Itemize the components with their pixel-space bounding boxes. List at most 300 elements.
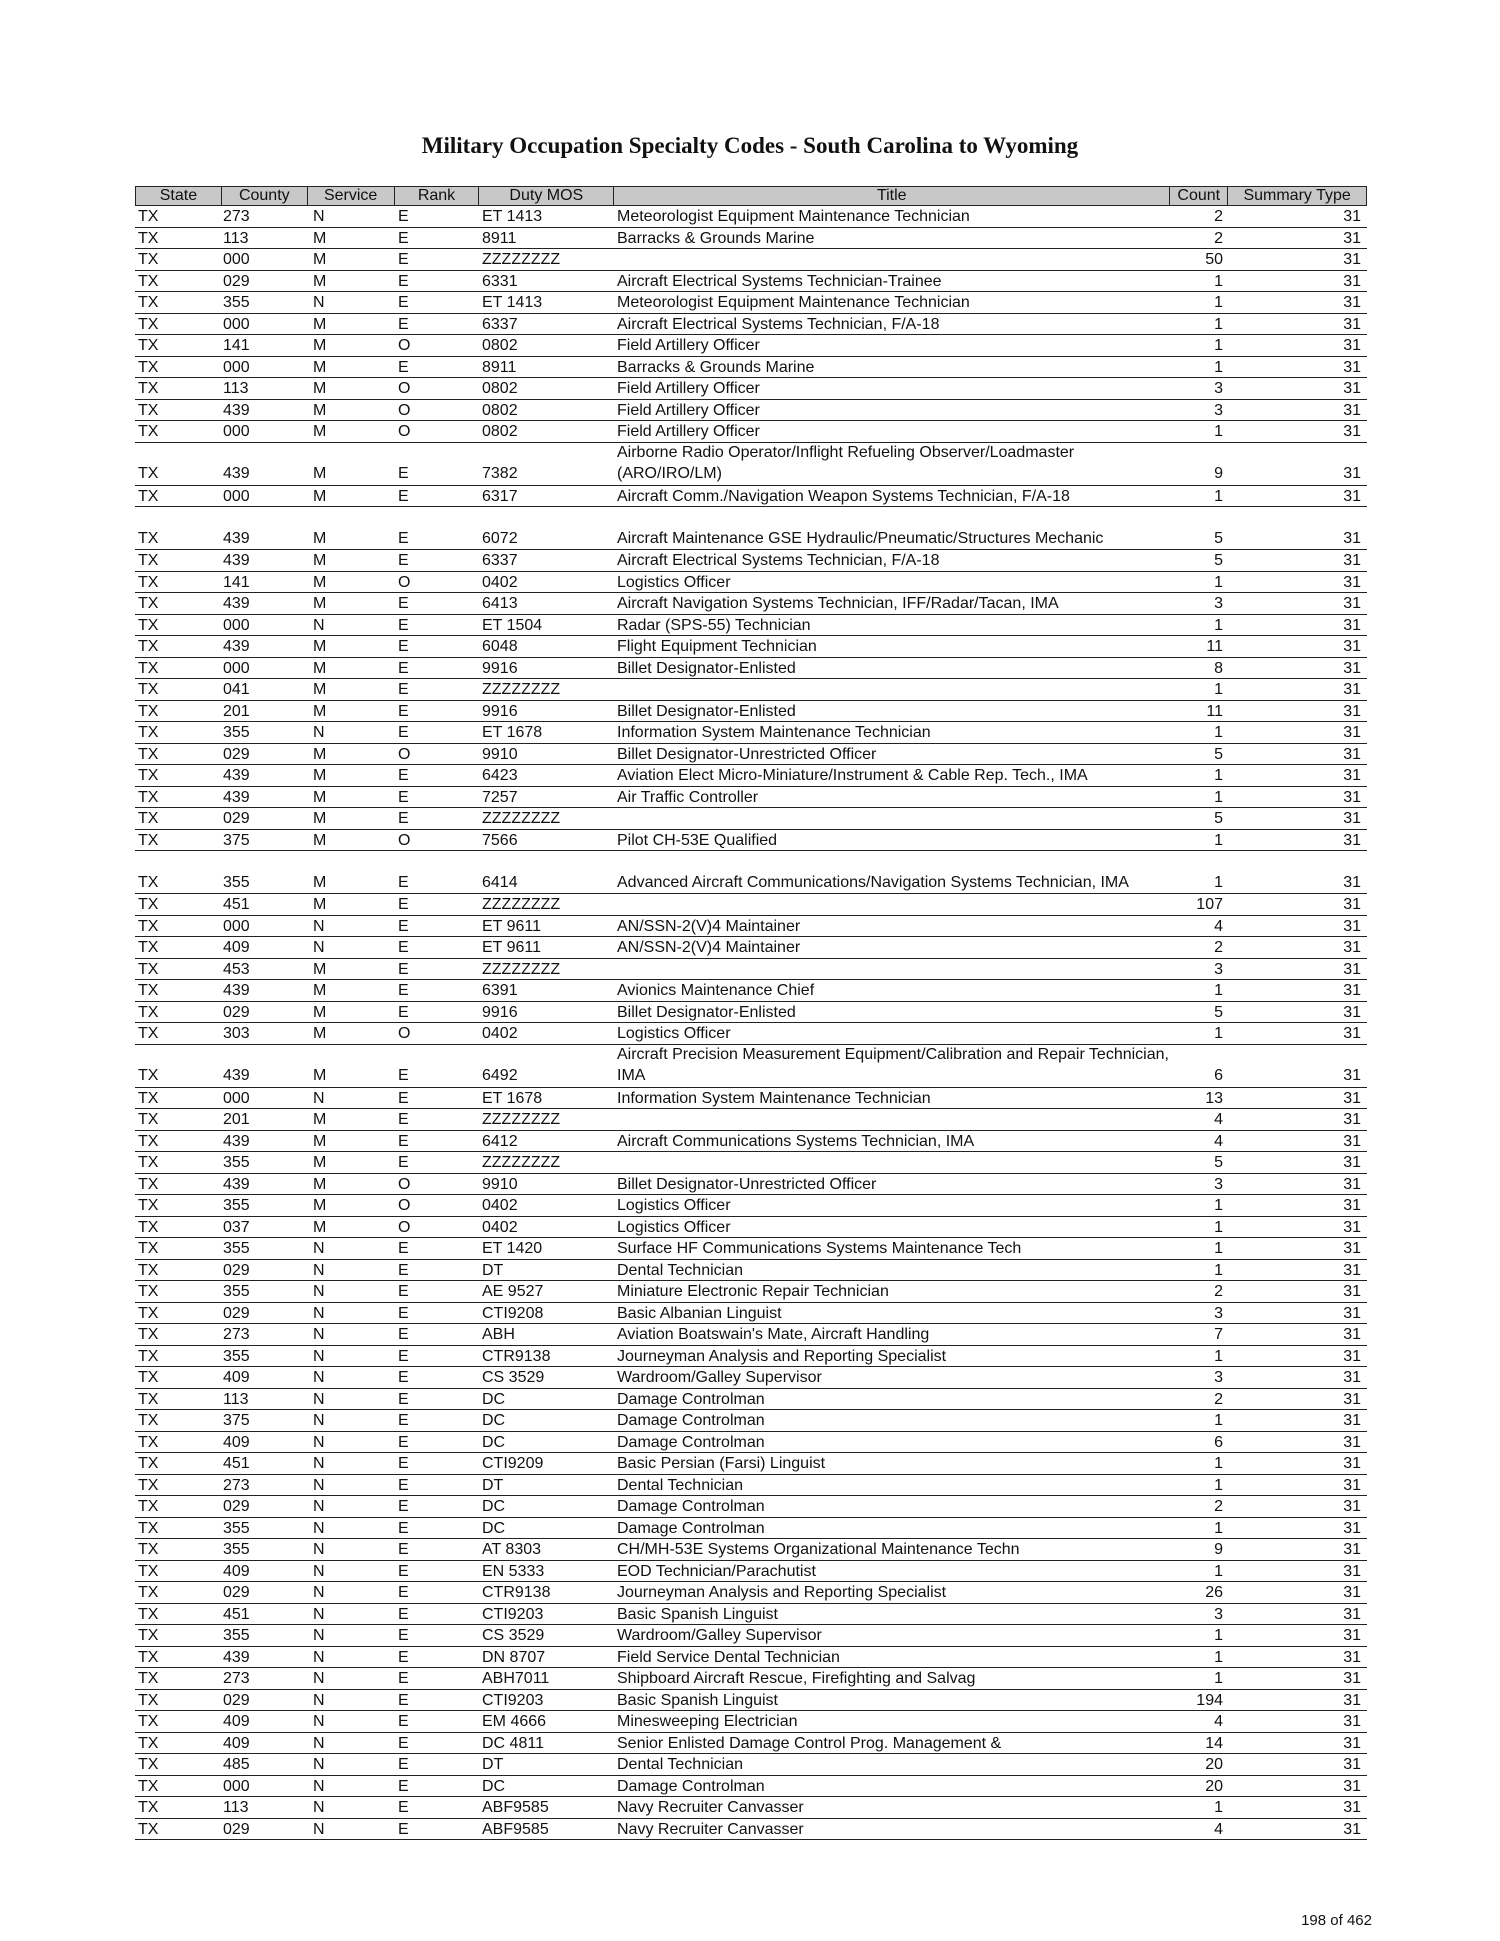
- cell-count: 1: [1214, 1519, 1223, 1537]
- cell-state: TX: [138, 1541, 159, 1558]
- cell-state: TX: [138, 960, 159, 978]
- cell-county: 375: [223, 1412, 250, 1429]
- cell-state: TX: [138, 638, 159, 655]
- cell-summary-type: 31: [1343, 1584, 1361, 1601]
- table-row: [135, 1131, 1367, 1153]
- cell-county: 141: [223, 337, 250, 354]
- cell-rank: E: [398, 1777, 409, 1795]
- cell-count: 3: [1214, 401, 1223, 419]
- cell-duty-mos: 8911: [482, 358, 517, 376]
- cell-rank: E: [398, 1584, 409, 1601]
- cell-duty-mos: DC: [482, 1777, 506, 1795]
- cell-service: N: [313, 1799, 325, 1816]
- cell-title: Field Service Dental Technician: [617, 1648, 840, 1666]
- cell-service: N: [313, 1326, 325, 1343]
- cell-county: 439: [223, 595, 250, 612]
- cell-county: 000: [223, 315, 250, 333]
- cell-duty-mos: ZZZZZZZZ: [482, 896, 561, 913]
- cell-title: Advanced Aircraft Communications/Navigation Systems Technician, IMA: [617, 873, 1129, 891]
- cell-county: 451: [223, 1605, 250, 1623]
- cell-duty-mos: CTI9203: [482, 1605, 544, 1623]
- cell-duty-mos: ABF9585: [482, 1820, 549, 1838]
- cell-count: 50: [1205, 251, 1223, 268]
- table-row: [135, 486, 1367, 508]
- cell-count: 1: [1214, 1218, 1223, 1236]
- cell-title: [614, 808, 1171, 829]
- cell-rank: E: [398, 1003, 409, 1021]
- cell-count: 1: [1214, 1455, 1223, 1472]
- cell-duty-mos: 0802: [482, 401, 518, 419]
- cell-county: 409: [223, 1369, 250, 1386]
- cell-summary-type: 31: [1343, 873, 1361, 891]
- cell-rank: E: [398, 1799, 409, 1816]
- cell-duty-mos: EN 5333: [482, 1562, 545, 1580]
- cell-county: 409: [223, 1734, 250, 1752]
- table-row: [135, 1733, 1367, 1755]
- cell-title: Radar (SPS-55) Technician: [617, 616, 811, 634]
- cell-state: TX: [138, 1089, 159, 1107]
- cell-duty-mos: CTR9138: [482, 1347, 551, 1365]
- cell-rank: E: [398, 681, 409, 698]
- cell-rank: E: [398, 552, 409, 569]
- cell-summary-type: 31: [1343, 1562, 1361, 1580]
- header-state: State: [136, 187, 222, 205]
- cell-title: Surface HF Communications Systems Maintenance Tech: [617, 1240, 1022, 1257]
- cell-county: 409: [223, 1433, 250, 1451]
- cell-rank: E: [398, 1627, 409, 1644]
- cell-county: 000: [223, 1089, 250, 1107]
- cell-count: 4: [1214, 1713, 1223, 1730]
- table-row: [135, 357, 1367, 379]
- cell-rank: E: [398, 1455, 409, 1472]
- cell-summary-type: 31: [1343, 1197, 1361, 1214]
- cell-title: Damage Controlman: [617, 1498, 765, 1515]
- cell-service: M: [313, 380, 327, 397]
- cell-title: Aviation Elect Micro-Miniature/Instrument & Cable Rep. Tech., IMA: [617, 767, 1088, 784]
- cell-county: 029: [223, 272, 250, 290]
- cell-service: M: [313, 1067, 327, 1084]
- cell-county: 439: [223, 788, 250, 806]
- cell-count: 4: [1214, 1132, 1223, 1150]
- table-row: [135, 1152, 1367, 1174]
- cell-county: 303: [223, 1025, 250, 1042]
- cell-title: [614, 959, 1171, 980]
- cell-summary-type: 31: [1343, 272, 1361, 290]
- cell-duty-mos: ABF9585: [482, 1799, 549, 1816]
- cell-count: 1: [1214, 1562, 1223, 1580]
- cell-title: CH/MH-53E Systems Organizational Maintenance Techn: [617, 1541, 1020, 1558]
- cell-state: TX: [138, 1498, 159, 1515]
- cell-summary-type: 31: [1343, 1347, 1361, 1365]
- cell-state: TX: [138, 1648, 159, 1666]
- cell-title: [614, 249, 1171, 270]
- cell-rank: E: [398, 1734, 409, 1752]
- table-row: [135, 1711, 1367, 1733]
- table-row: [135, 1582, 1367, 1604]
- cell-state: TX: [138, 552, 159, 569]
- cell-summary-type: 31: [1343, 1154, 1361, 1171]
- cell-duty-mos: ET 1678: [482, 724, 543, 741]
- cell-title: Shipboard Aircraft Rescue, Firefighting and Salvag: [617, 1670, 976, 1687]
- cell-rank: E: [398, 208, 409, 225]
- cell-duty-mos: CTI9203: [482, 1691, 544, 1709]
- cell-duty-mos: 6414: [482, 873, 518, 891]
- cell-county: 439: [223, 982, 250, 999]
- cell-service: M: [313, 552, 327, 569]
- cell-rank: E: [398, 1154, 409, 1171]
- cell-title: Wardroom/Galley Supervisor: [617, 1369, 822, 1386]
- cell-duty-mos: 0402: [482, 573, 518, 591]
- header-county: County: [222, 187, 308, 205]
- cell-title: Miniature Electronic Repair Technician: [617, 1283, 889, 1300]
- cell-rank: O: [398, 1197, 411, 1214]
- cell-summary-type: 31: [1343, 380, 1361, 397]
- cell-duty-mos: 6413: [482, 595, 518, 612]
- cell-county: 409: [223, 1713, 250, 1730]
- cell-state: TX: [138, 939, 159, 956]
- cell-state: TX: [138, 681, 159, 698]
- cell-service: N: [313, 1584, 325, 1601]
- cell-count: 1: [1214, 1261, 1223, 1279]
- table-row: [135, 1518, 1367, 1540]
- cell-county: 439: [223, 767, 250, 784]
- cell-service: N: [313, 1476, 325, 1494]
- table-row: [135, 1002, 1367, 1024]
- cell-duty-mos: 7382: [482, 465, 518, 482]
- cell-county: 037: [223, 1218, 250, 1236]
- cell-count: 2: [1214, 1390, 1223, 1408]
- cell-title: Barracks & Grounds Marine: [617, 358, 815, 376]
- table-row: [135, 378, 1367, 400]
- cell-rank: O: [398, 573, 411, 591]
- cell-state: TX: [138, 616, 159, 634]
- table-row: [135, 249, 1367, 271]
- cell-title: Basic Spanish Linguist: [617, 1691, 778, 1709]
- cell-count: 1: [1214, 873, 1223, 891]
- table-row: [135, 1604, 1367, 1626]
- cell-state: TX: [138, 487, 159, 505]
- cell-county: 029: [223, 1820, 250, 1838]
- cell-county: 000: [223, 917, 250, 935]
- cell-duty-mos: ZZZZZZZZ: [482, 810, 561, 827]
- cell-title: AN/SSN-2(V)4 Maintainer: [617, 917, 801, 935]
- cell-state: TX: [138, 767, 159, 784]
- table-row: [135, 1410, 1367, 1432]
- cell-count: 5: [1214, 810, 1223, 827]
- cell-summary-type: 31: [1343, 573, 1361, 591]
- cell-title: Billet Designator-Enlisted: [617, 702, 796, 720]
- cell-service: N: [313, 1433, 325, 1451]
- cell-county: 000: [223, 1777, 250, 1795]
- cell-summary-type: 31: [1343, 487, 1361, 505]
- cell-rank: E: [398, 358, 409, 376]
- cell-duty-mos: ET 1678: [482, 1089, 543, 1107]
- cell-title: Airborne Radio Operator/Inflight Refueling Observer/Loadmaster (ARO/IRO/LM): [617, 443, 1075, 482]
- cell-service: M: [313, 788, 327, 806]
- cell-rank: E: [398, 1326, 409, 1343]
- cell-summary-type: 31: [1343, 896, 1361, 913]
- cell-county: 113: [223, 380, 249, 397]
- cell-title: EOD Technician/Parachutist: [617, 1562, 816, 1580]
- cell-summary-type: 31: [1343, 724, 1361, 741]
- cell-duty-mos: DC: [482, 1390, 506, 1408]
- cell-rank: E: [398, 465, 409, 482]
- cell-duty-mos: 9916: [482, 1003, 518, 1021]
- cell-service: N: [313, 1455, 325, 1472]
- table-row: [135, 701, 1367, 723]
- cell-summary-type: 31: [1343, 831, 1361, 849]
- cell-title: Basic Spanish Linguist: [617, 1605, 778, 1623]
- cell-summary-type: 31: [1343, 315, 1361, 333]
- cell-service: M: [313, 1025, 327, 1042]
- cell-state: TX: [138, 1455, 159, 1472]
- cell-summary-type: 31: [1343, 1713, 1361, 1730]
- cell-county: 000: [223, 423, 250, 440]
- cell-state: TX: [138, 423, 159, 440]
- cell-summary-type: 31: [1343, 1369, 1361, 1386]
- cell-summary-type: 31: [1343, 767, 1361, 784]
- cell-duty-mos: CTR9138: [482, 1584, 551, 1601]
- cell-rank: E: [398, 1240, 409, 1257]
- cell-count: 1: [1214, 1627, 1223, 1644]
- cell-count: 20: [1205, 1756, 1223, 1773]
- cell-service: N: [313, 1541, 325, 1558]
- cell-state: TX: [138, 724, 159, 741]
- cell-service: N: [313, 1261, 325, 1279]
- cell-duty-mos: ZZZZZZZZ: [482, 681, 561, 698]
- cell-rank: O: [398, 380, 411, 397]
- cell-summary-type: 31: [1343, 401, 1361, 419]
- cell-county: 453: [223, 960, 250, 978]
- table-row: [135, 572, 1367, 594]
- cell-county: 000: [223, 616, 250, 634]
- cell-service: N: [313, 208, 325, 225]
- cell-county: 000: [223, 358, 250, 376]
- cell-summary-type: 31: [1343, 788, 1361, 806]
- cell-duty-mos: 6072: [482, 529, 518, 547]
- cell-title: Damage Controlman: [617, 1777, 765, 1795]
- header-title: Title: [614, 187, 1170, 205]
- cell-count: 26: [1205, 1584, 1223, 1601]
- cell-title: Field Artillery Officer: [617, 423, 760, 440]
- cell-county: 439: [223, 401, 250, 419]
- cell-count: 4: [1214, 917, 1223, 935]
- cell-count: 11: [1206, 702, 1223, 720]
- cell-summary-type: 31: [1343, 1670, 1361, 1687]
- cell-county: 201: [223, 702, 250, 720]
- cell-rank: O: [398, 401, 411, 419]
- cell-state: TX: [138, 1777, 159, 1795]
- cell-service: N: [313, 1648, 325, 1666]
- cell-duty-mos: ZZZZZZZZ: [482, 251, 561, 268]
- cell-summary-type: 31: [1343, 1777, 1361, 1795]
- cell-county: 409: [223, 939, 250, 956]
- cell-count: 3: [1214, 1369, 1223, 1386]
- cell-count: 1: [1214, 1240, 1223, 1257]
- cell-summary-type: 31: [1343, 1691, 1361, 1709]
- cell-county: 439: [223, 638, 250, 655]
- cell-service: M: [313, 702, 327, 720]
- cell-rank: E: [398, 1648, 409, 1666]
- cell-state: TX: [138, 1519, 159, 1537]
- cell-count: 11: [1206, 638, 1223, 655]
- cell-county: 141: [223, 573, 250, 591]
- cell-count: 1: [1214, 358, 1223, 376]
- cell-county: 439: [223, 529, 250, 547]
- cell-count: 1: [1214, 315, 1223, 333]
- cell-state: TX: [138, 1347, 159, 1365]
- cell-service: N: [313, 1498, 325, 1515]
- cell-state: TX: [138, 358, 159, 376]
- cell-count: 2: [1214, 1283, 1223, 1300]
- table-row: [135, 421, 1367, 443]
- cell-county: 029: [223, 1304, 250, 1322]
- cell-duty-mos: DC: [482, 1433, 506, 1451]
- cell-state: TX: [138, 1433, 159, 1451]
- table-row: [135, 271, 1367, 293]
- cell-state: TX: [138, 1390, 159, 1408]
- cell-summary-type: 31: [1343, 1390, 1361, 1408]
- cell-summary-type: 31: [1343, 616, 1361, 634]
- cell-title: Pilot CH-53E Qualified: [617, 831, 778, 849]
- cell-summary-type: 31: [1343, 982, 1361, 999]
- cell-duty-mos: 0402: [482, 1025, 518, 1042]
- cell-count: 2: [1214, 1498, 1223, 1515]
- cell-rank: E: [398, 1476, 409, 1494]
- cell-state: TX: [138, 1304, 159, 1322]
- cell-title: Billet Designator-Enlisted: [617, 659, 796, 677]
- cell-state: TX: [138, 982, 159, 999]
- cell-title: [614, 679, 1171, 700]
- cell-summary-type: 31: [1343, 659, 1361, 677]
- table-row: [135, 1088, 1367, 1110]
- cell-count: 3: [1214, 595, 1223, 612]
- cell-title: Dental Technician: [617, 1476, 744, 1494]
- cell-state: TX: [138, 595, 159, 612]
- cell-count: 1: [1214, 831, 1223, 849]
- cell-county: 000: [223, 251, 250, 268]
- cell-county: 273: [223, 1476, 250, 1494]
- table-row: [135, 1174, 1367, 1196]
- cell-count: 1: [1214, 724, 1223, 741]
- cell-summary-type: 31: [1343, 1519, 1361, 1537]
- cell-county: 029: [223, 1691, 250, 1709]
- cell-state: TX: [138, 1369, 159, 1386]
- table-row: [135, 292, 1367, 314]
- cell-summary-type: 31: [1343, 702, 1361, 720]
- cell-state: TX: [138, 1025, 159, 1042]
- cell-title: Aircraft Communications Systems Technician, IMA: [617, 1132, 975, 1150]
- cell-state: TX: [138, 465, 159, 482]
- cell-service: M: [313, 1132, 327, 1150]
- cell-state: TX: [138, 659, 159, 677]
- cell-state: TX: [138, 294, 159, 311]
- cell-county: 439: [223, 1067, 250, 1084]
- cell-rank: E: [398, 487, 409, 505]
- cell-state: TX: [138, 1154, 159, 1171]
- cell-summary-type: 31: [1343, 1218, 1361, 1236]
- cell-summary-type: 31: [1343, 1412, 1361, 1429]
- cell-summary-type: 31: [1343, 745, 1361, 763]
- header-rank: Rank: [395, 187, 480, 205]
- cell-title: Senior Enlisted Damage Control Prog. Management &: [617, 1734, 1002, 1752]
- cell-summary-type: 31: [1343, 1175, 1361, 1193]
- cell-rank: O: [398, 1025, 411, 1042]
- cell-service: N: [313, 1390, 325, 1408]
- cell-title: Barracks & Grounds Marine: [617, 229, 815, 247]
- table-row: [135, 959, 1367, 981]
- cell-service: M: [313, 423, 327, 440]
- cell-title: Billet Designator-Unrestricted Officer: [617, 745, 877, 763]
- cell-state: TX: [138, 380, 159, 397]
- cell-title: Logistics Officer: [617, 1218, 731, 1236]
- cell-duty-mos: 6331: [482, 272, 518, 290]
- cell-state: TX: [138, 1412, 159, 1429]
- cell-service: M: [313, 873, 327, 891]
- cell-service: M: [313, 595, 327, 612]
- cell-duty-mos: AE 9527: [482, 1283, 544, 1300]
- cell-service: M: [313, 1003, 327, 1021]
- cell-duty-mos: DT: [482, 1476, 504, 1494]
- cell-duty-mos: 6048: [482, 638, 518, 655]
- cell-rank: E: [398, 294, 409, 311]
- cell-service: M: [313, 982, 327, 999]
- cell-duty-mos: 6337: [482, 315, 518, 333]
- cell-count: 1: [1214, 272, 1223, 290]
- cell-duty-mos: ET 1413: [482, 294, 543, 311]
- cell-county: 113: [223, 1799, 249, 1816]
- cell-county: 355: [223, 294, 250, 311]
- cell-summary-type: 31: [1343, 1003, 1361, 1021]
- cell-rank: E: [398, 1562, 409, 1580]
- cell-title: AN/SSN-2(V)4 Maintainer: [617, 939, 801, 956]
- cell-title: Aircraft Electrical Systems Technician, F/A-18: [617, 552, 940, 569]
- cell-summary-type: 31: [1343, 208, 1361, 225]
- cell-count: 107: [1196, 896, 1223, 913]
- cell-service: M: [313, 1111, 327, 1128]
- table-row: [135, 1303, 1367, 1325]
- cell-title: Information System Maintenance Technician: [617, 724, 931, 741]
- cell-rank: E: [398, 917, 409, 935]
- table-row: [135, 894, 1367, 916]
- table-row: [135, 443, 1367, 486]
- table-row: [135, 1324, 1367, 1346]
- cell-service: M: [313, 337, 327, 354]
- table-row: [135, 1496, 1367, 1518]
- cell-duty-mos: 7257: [482, 788, 518, 806]
- cell-count: 14: [1205, 1734, 1223, 1752]
- cell-duty-mos: DC: [482, 1498, 506, 1515]
- cell-count: 1: [1214, 788, 1223, 806]
- cell-title: Navy Recruiter Canvasser: [617, 1799, 804, 1816]
- cell-summary-type: 31: [1343, 1627, 1361, 1644]
- cell-state: TX: [138, 315, 159, 333]
- cell-summary-type: 31: [1343, 1541, 1361, 1558]
- cell-summary-type: 31: [1343, 251, 1361, 268]
- cell-county: 409: [223, 1562, 250, 1580]
- table-row: [135, 335, 1367, 357]
- cell-title: Logistics Officer: [617, 1025, 731, 1042]
- cell-duty-mos: DN 8707: [482, 1648, 546, 1666]
- cell-state: TX: [138, 1670, 159, 1687]
- cell-county: 000: [223, 659, 250, 677]
- cell-state: TX: [138, 1627, 159, 1644]
- table-row: [135, 916, 1367, 938]
- table-row: [135, 400, 1367, 422]
- cell-county: 355: [223, 873, 250, 891]
- cell-rank: E: [398, 724, 409, 741]
- cell-service: M: [313, 960, 327, 978]
